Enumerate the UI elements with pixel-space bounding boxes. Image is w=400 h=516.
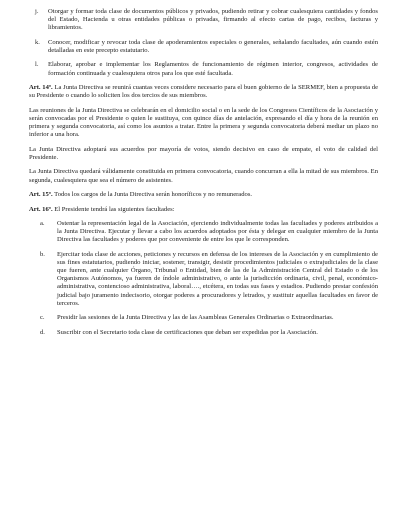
article-14-paragraph-quorum: La Junta Directiva quedará válidamente constituida en primera convocatoria, cuando concurran a ella la mitad de sus miembros. En segunda, cualesquiera que sea el número de asistentes. (29, 168, 378, 184)
article-16-text: El Presidente tendrá las siguientes facultades: (52, 205, 175, 213)
list-item-text: Otorgar y formar toda clase de documentos públicos y privados, pudiendo retirar y cobrar cualesquiera cantidades y fondos del Estado, Hacienda u otras entidades públicas o privadas, firmando al efecto cartas de pago, recibos, facturas y libramientos. (48, 8, 378, 32)
list-item-text: Suscribir con el Secretario toda clase de certificaciones que deban ser expedidas por la Asociación. (57, 328, 318, 336)
list-marker: d. (40, 328, 45, 336)
article-15 (29, 191, 378, 199)
list-item (40, 251, 378, 308)
list-item-text: Ostentar la representación legal de la Asociación, ejerciendo individualmente todas las facultades y poderes atribuidos a la Junta Directiva. Ejecutar y llevar a cabo los acuerdos adoptados por ésta y delegar en cualquier miembro de la Junta Directiva las facultades y poderes que por conveniente de entre los que le corresponden. (57, 220, 378, 244)
list-marker: j. (35, 8, 39, 15)
list-item-text: Conocer, modificar y revocar toda clase de apoderamientos especiales o generales, señalando facultades, aún cuando estén detalladas en este precepto estatutario. (48, 38, 378, 54)
list-item (29, 8, 378, 32)
list-marker: a. (40, 220, 45, 228)
article-14-paragraph-meetings: Las reuniones de la Junta Directiva se celebrarán en el domicilio social o en la sede de los Congresos Científicos de la Asociación y serán convocadas por el Presidente o quien le sustituya, con quince días de antelación, expresando el día y hora de la reunión en primera y segunda convocatoria, así como los asuntos a tratar. Entre la primera y segunda convocatoria deberá mediar un plazo no inferior a una hora. (29, 106, 378, 139)
list-item (29, 39, 378, 55)
list-item (29, 61, 378, 77)
president-faculties-list (40, 220, 378, 337)
list-item (40, 314, 378, 322)
list-item (40, 329, 378, 337)
list-item (40, 220, 378, 244)
faculties-list-continued (29, 8, 378, 78)
list-marker: l. (35, 61, 39, 69)
article-14-text: La Junta Directiva se reunirá cuantas veces considere necesario para el buen gobierno de la SERMEF, bien a propuesta de su Presidente o cuando lo soliciten los dos tercios de sus miembros. (29, 84, 378, 100)
list-item-text: Elaborar, aprobar e implementar los Reglamentos de funcionamiento de régimen interior, congresos, actividades de formación continuada y cualesquiera otros para los que esté facultada. (48, 61, 378, 77)
list-marker: c. (40, 314, 45, 322)
list-item-text: Presidir las sesiones de la Junta Directiva y las de las Asambleas Generales Ordinarias o Extraordinarias. (57, 314, 334, 322)
article-16 (29, 206, 378, 214)
article-14-heading: Art. 14º. (29, 84, 53, 92)
list-marker: k. (35, 38, 40, 46)
article-16-heading: Art. 16º. (29, 205, 53, 213)
list-marker: b. (40, 251, 45, 259)
article-14-paragraph-votes: La Junta Directiva adoptará sus acuerdos por mayoría de votos, siendo decisivo en caso de empate, el voto de calidad del Presidente. (29, 145, 378, 161)
list-item-text: Ejercitar toda clase de acciones, peticiones y recursos en defensa de los intereses de la Asociación y en cumplimiento de sus fines estatutarios, pudiendo iniciar, sostener, transigir, desistir procedimientos judiciales o extrajudiciales de la clase que fueren, ante cualquier Órgano, Tribunal o Entidad, bien de las de la Administración Central del Estado o de los Organismos Autónomos, ya fueren de índole administrativo, o ante la jurisdicción ordinaria, civil, penal, económico-administrativa, contencioso administrativa, laboral…., etcétera, en todas sus fases y estadios. Pudiendo prestar confesión judicial bajo juramento indecisorio, otorgar poderes a procuradores y letrados, y sustituir aquellas facultades en favor de terceros. (57, 251, 378, 307)
article-14-intro (29, 84, 378, 100)
article-15-text: Todos los cargos de la Junta Directiva serán honoríficos y no remunerados. (52, 191, 253, 199)
article-15-heading: Art. 15º. (29, 191, 53, 199)
